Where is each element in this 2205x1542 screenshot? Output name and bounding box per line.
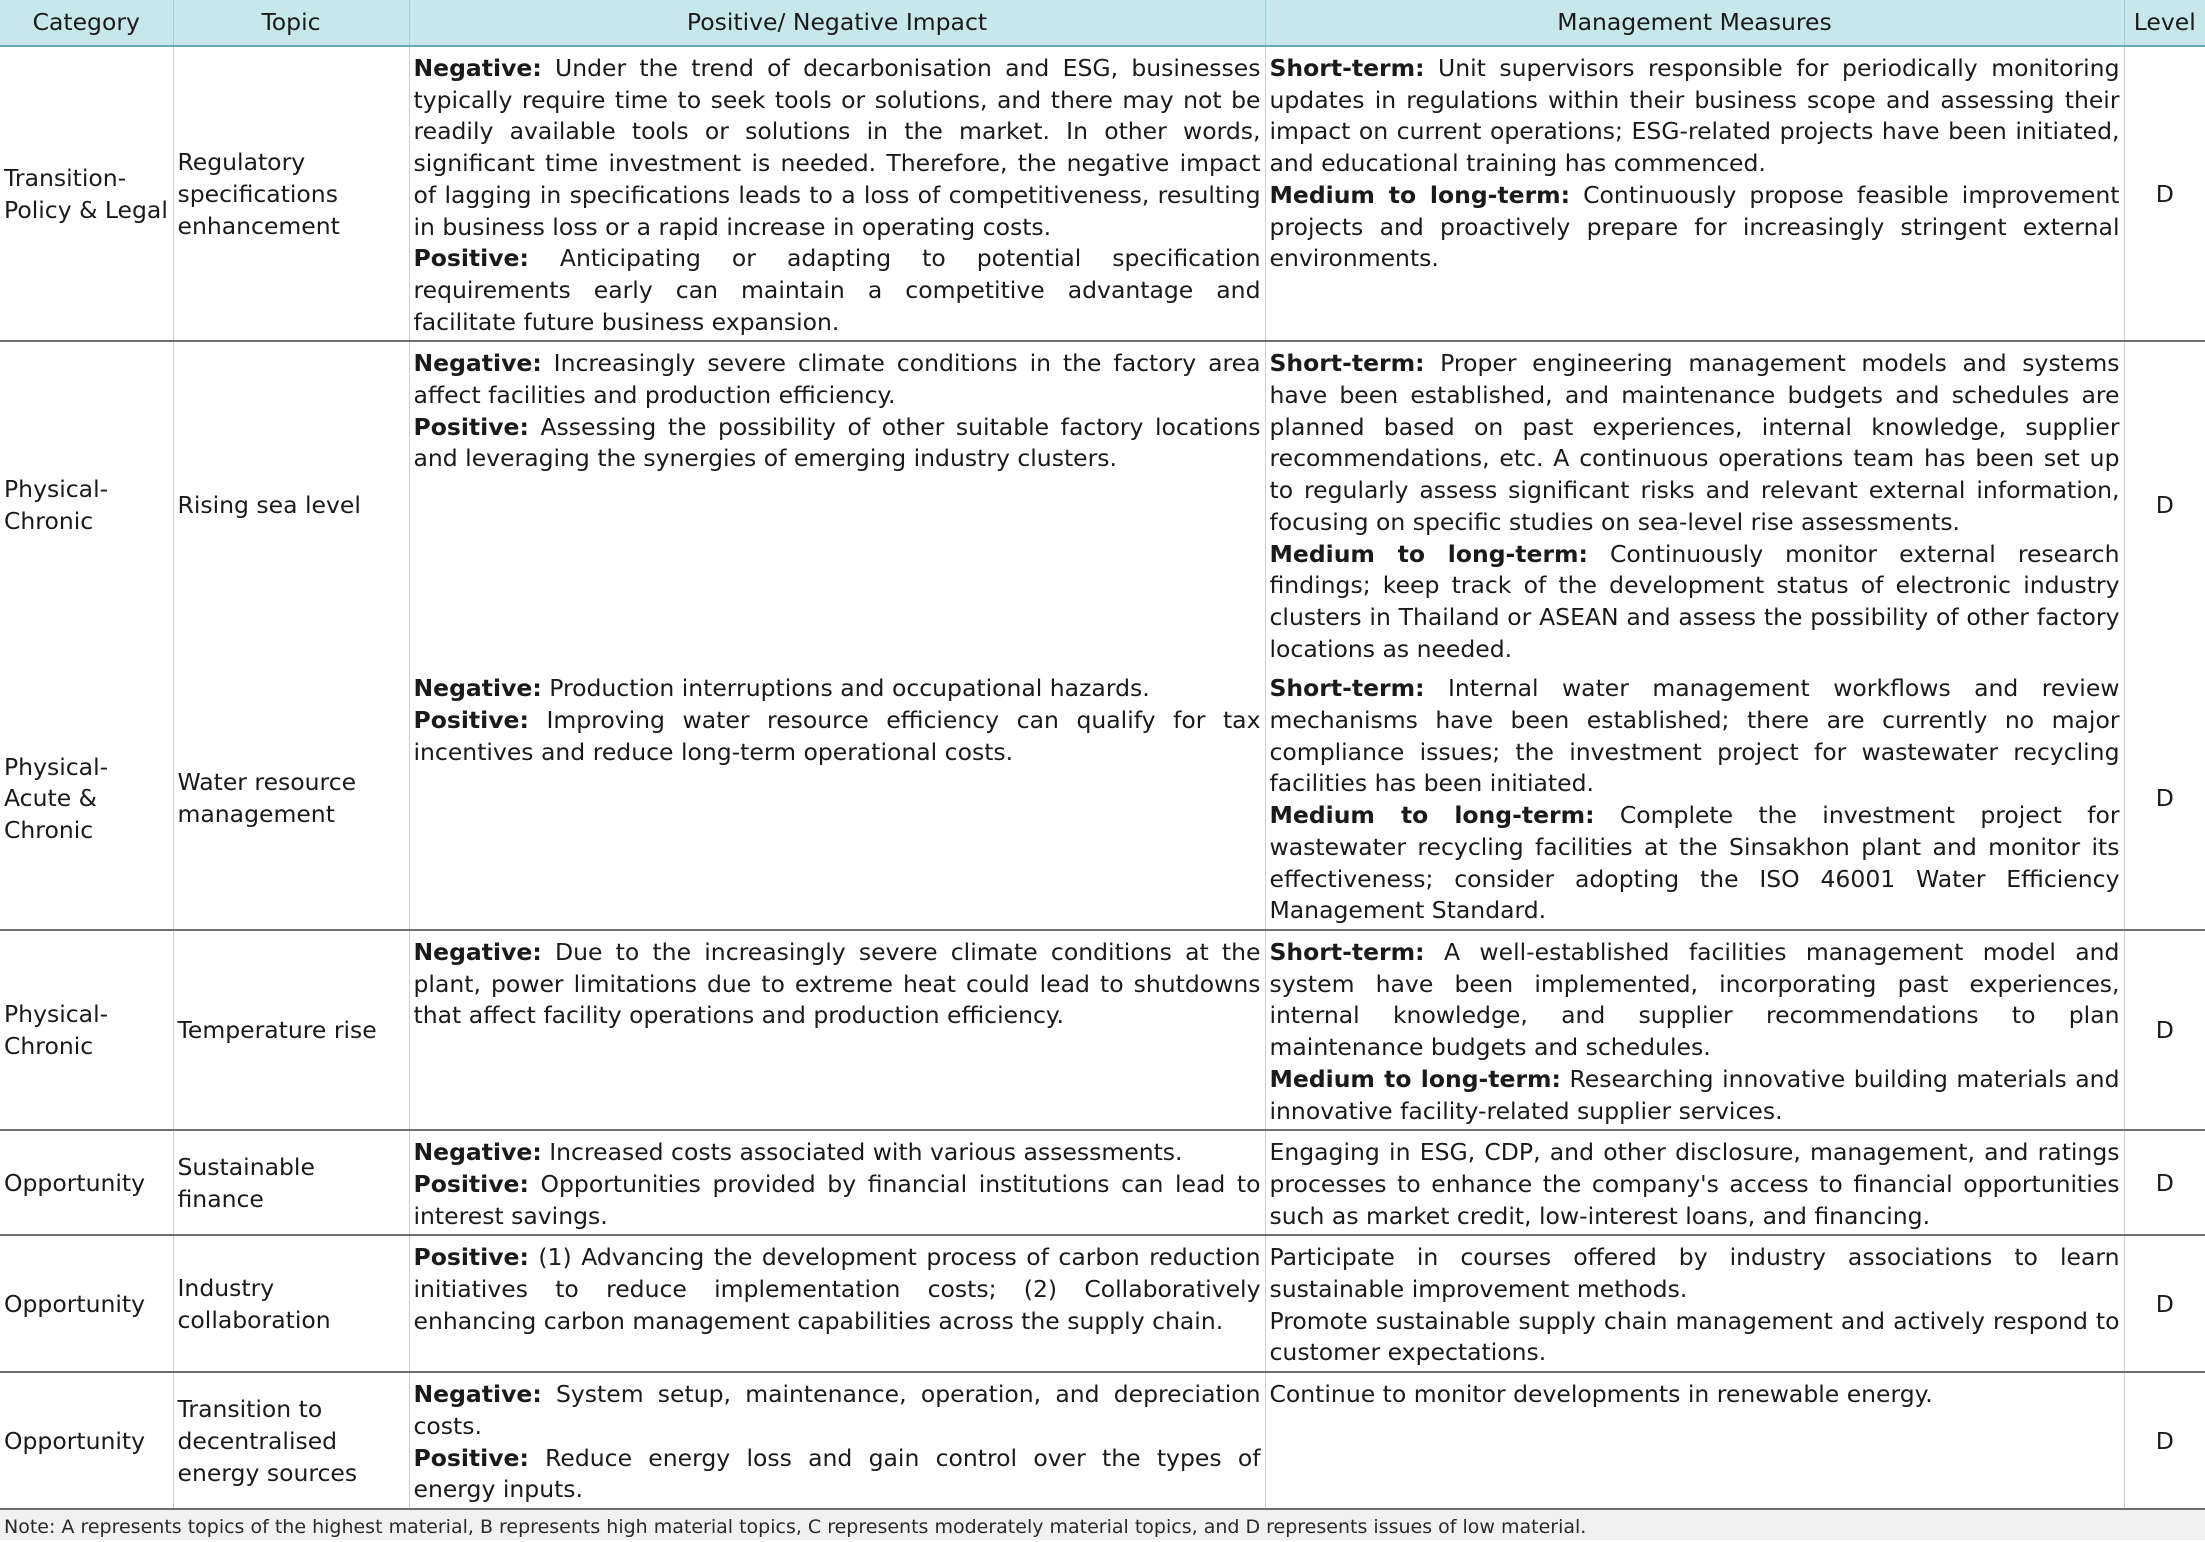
header-category: Category — [0, 0, 173, 46]
mgmt-text-2: Promote sustainable supply chain management and actively respond to customer expectations. — [1269, 1306, 2120, 1367]
positive-text: Reduce energy loss and gain control over the types of energy inputs. — [413, 1443, 1261, 1504]
impact-negative — [414, 937, 1261, 1032]
impact-positive — [414, 1242, 1261, 1337]
long-term-label: Medium to long-term: — [1269, 801, 1595, 830]
table-row — [0, 930, 2205, 1130]
negative-text: Increased costs associated with various assessments. — [549, 1138, 1183, 1167]
cell-topic: Temperature rise — [173, 930, 409, 1130]
cell-impact — [409, 930, 1265, 1130]
long-term-text: Complete the investment project for wastewater recycling facilities at the Sinsakhon plant and monitor its effectiveness; consider adopting the ISO 46001 Water Efficiency Management Standard. — [1269, 801, 2120, 925]
impact-negative — [414, 1379, 1261, 1442]
table-row — [0, 1130, 2205, 1235]
mgmt-short-term — [1270, 937, 2120, 1064]
cell-level: D — [2124, 930, 2205, 1130]
cell-topic: Transition to decentralised energy sources — [173, 1372, 409, 1509]
table-row — [0, 1235, 2205, 1372]
cell-management — [1265, 1130, 2124, 1235]
mgmt-short-term — [1270, 348, 2120, 538]
cell-impact — [409, 1235, 1265, 1372]
cell-topic: Industry collaboration — [173, 1235, 409, 1372]
positive-label: Positive: — [413, 1243, 529, 1272]
mgmt-long-term — [1270, 180, 2120, 275]
cell-topic: Regulatory specifications enhancement — [173, 46, 409, 341]
cell-category: Opportunity — [0, 1235, 173, 1372]
cell-level: D — [2124, 1235, 2205, 1372]
positive-text: Improving water resource efficiency can qualify for tax incentives and reduce long-term operational costs. — [413, 706, 1261, 766]
short-term-text: A well-established facilities management model and system have been implemented, incorporating past experiences, internal knowledge, and supplier recommendations to plan maintenance budgets and schedules. — [1269, 937, 2120, 1062]
short-term-text: Proper engineering management models and systems have been established, and maintenance budgets and schedules are planned based on past experiences, internal knowledge, supplier recommendations, etc. A continuous operations team has been set up to regularly assess significant risks and relevant external information, focusing on specific studies on sea-level rise assessments. — [1269, 349, 2120, 536]
mgmt-long-term — [1270, 539, 2120, 666]
cell-level: D — [2124, 341, 2205, 667]
mgmt-short-term — [1270, 673, 2120, 800]
long-term-label: Medium to long-term: — [1269, 539, 1588, 568]
cell-management — [1265, 1372, 2124, 1509]
positive-text: Assessing the possibility of other suitable factory locations and leveraging the synergies of emerging industry clusters. — [413, 412, 1261, 473]
cell-level: D — [2124, 1372, 2205, 1509]
positive-label: Positive: — [413, 1169, 529, 1198]
cell-category: Opportunity — [0, 1130, 173, 1235]
mgmt-long-term — [1270, 1064, 2120, 1127]
short-term-label: Short-term: — [1269, 349, 1425, 378]
cell-category: Physical-Chronic — [0, 930, 173, 1130]
mgmt-short-term — [1270, 53, 2120, 180]
cell-impact — [409, 667, 1265, 930]
cell-impact — [409, 1372, 1265, 1509]
table-row — [0, 667, 2205, 930]
impact-negative — [414, 673, 1261, 705]
impact-positive — [414, 243, 1261, 338]
negative-label: Negative: — [413, 349, 542, 378]
short-term-text: Unit supervisors responsible for periodically monitoring updates in regulations within their business scope and assessing their impact on current operations; ESG-related projects have been initiated, and educational training has commenced. — [1269, 54, 2120, 178]
long-term-label: Medium to long-term: — [1269, 180, 1571, 209]
negative-label: Negative: — [413, 54, 542, 82]
positive-label: Positive: — [413, 1443, 529, 1472]
header-management: Management Measures — [1265, 0, 2124, 46]
table-row — [0, 46, 2205, 341]
negative-text: Under the trend of decarbonisation and ESG, businesses typically require time to seek tools or solutions, and there may not be readily available tools or solutions in the market. In other words, significant time investment is needed. Therefore, the negative impact of lagging in specifications leads to a loss of competitiveness, resulting in business loss or a rapid increase in operating costs. — [413, 54, 1261, 241]
negative-text: Due to the increasingly severe climate conditions at the plant, power limitations due to extreme heat could lead to shutdowns that affect facility operations and production efficiency. — [413, 937, 1261, 1030]
mgmt-long-term — [1270, 800, 2120, 927]
cell-topic: Water resource management — [173, 667, 409, 930]
positive-text: Anticipating or adapting to potential specification requirements early can maintain a competitive advantage and facilitate future business expansion. — [413, 244, 1261, 336]
negative-label: Negative: — [413, 1380, 542, 1409]
cell-impact — [409, 341, 1265, 667]
negative-text: Increasingly severe climate conditions in the factory area affect facilities and production efficiency. — [413, 349, 1261, 410]
table-row — [0, 341, 2205, 667]
long-term-label: Medium to long-term: — [1269, 1064, 1561, 1093]
long-term-text: Continuously monitor external research findings; keep track of the development status of electronic industry clusters in Thailand or ASEAN and assess the possibility of other factory locations as needed. — [1269, 539, 2120, 663]
short-term-label: Short-term: — [1269, 54, 1425, 82]
header-level: Level — [2124, 0, 2205, 46]
short-term-label: Short-term: — [1269, 674, 1425, 703]
cell-management — [1265, 1235, 2124, 1372]
negative-text: Production interruptions and occupational hazards. — [549, 674, 1150, 703]
negative-label: Negative: — [413, 937, 542, 966]
positive-label: Positive: — [413, 412, 529, 441]
cell-category: Transition-Policy & Legal — [0, 46, 173, 341]
long-term-text: Researching innovative building materials and innovative facility-related supplier services. — [1269, 1064, 2120, 1125]
negative-text: System setup, maintenance, operation, and depreciation costs. — [413, 1380, 1261, 1441]
impact-positive — [414, 1443, 1261, 1506]
positive-label: Positive: — [413, 244, 529, 273]
short-term-label: Short-term: — [1269, 937, 1425, 966]
cell-category: Physical-Chronic — [4, 475, 109, 535]
impact-positive — [414, 705, 1261, 768]
cell-category: Physical-Acute & Chronic — [0, 667, 173, 930]
impact-positive — [414, 412, 1261, 475]
mgmt-text: Engaging in ESG, CDP, and other disclosure, management, and ratings processes to enhance the company's access to financial opportunities such as market credit, low-interest loans, and financing. — [1269, 1138, 2120, 1230]
positive-text: Opportunities provided by financial institutions can lead to interest savings. — [413, 1169, 1261, 1230]
table-row — [0, 1372, 2205, 1509]
cell-management — [1265, 341, 2124, 667]
mgmt-text: Continue to monitor developments in renewable energy. — [1269, 1380, 1933, 1409]
positive-label: Positive: — [413, 706, 529, 735]
cell-topic: Sustainable finance — [173, 1130, 409, 1235]
impact-negative — [414, 1137, 1261, 1169]
cell-management — [1265, 930, 2124, 1130]
table-note: Note: A represents topics of the highest material, B represents high material topics, C represents moderately material topics, and D represents issues of low material. — [0, 1510, 2205, 1540]
cell-category: Opportunity — [0, 1372, 173, 1509]
cell-level: D — [2124, 667, 2205, 930]
header-topic: Topic — [173, 0, 409, 46]
cell-impact — [409, 1130, 1265, 1235]
header-impact: Positive/ Negative Impact — [409, 0, 1265, 46]
cell-level: D — [2124, 1130, 2205, 1235]
negative-label: Negative: — [413, 674, 542, 703]
cell-impact — [409, 46, 1265, 341]
negative-label: Negative: — [413, 1138, 542, 1167]
positive-text: (1) Advancing the development process of carbon reduction initiatives to reduce implementation costs; (2) Collaboratively enhancing carbon management capabilities across the supply chain. — [413, 1243, 1261, 1335]
impact-negative — [414, 53, 1261, 243]
short-term-text: Internal water management workflows and review mechanisms have been established; there are currently no major compliance issues; the investment project for wastewater recycling facilities has been initiated. — [1269, 674, 2120, 798]
mgmt-text-1: Participate in courses offered by industry associations to learn sustainable improvement methods. — [1269, 1243, 2120, 1304]
header-row — [0, 0, 2205, 46]
impact-negative — [414, 348, 1261, 411]
impact-positive — [414, 1169, 1261, 1232]
long-term-text: Continuously propose feasible improvement projects and proactively prepare for increasingly stringent external environments. — [1269, 180, 2120, 273]
cell-management — [1265, 667, 2124, 930]
cell-level: D — [2124, 46, 2205, 341]
cell-management — [1265, 46, 2124, 341]
cell-topic: Rising sea level — [173, 341, 409, 667]
